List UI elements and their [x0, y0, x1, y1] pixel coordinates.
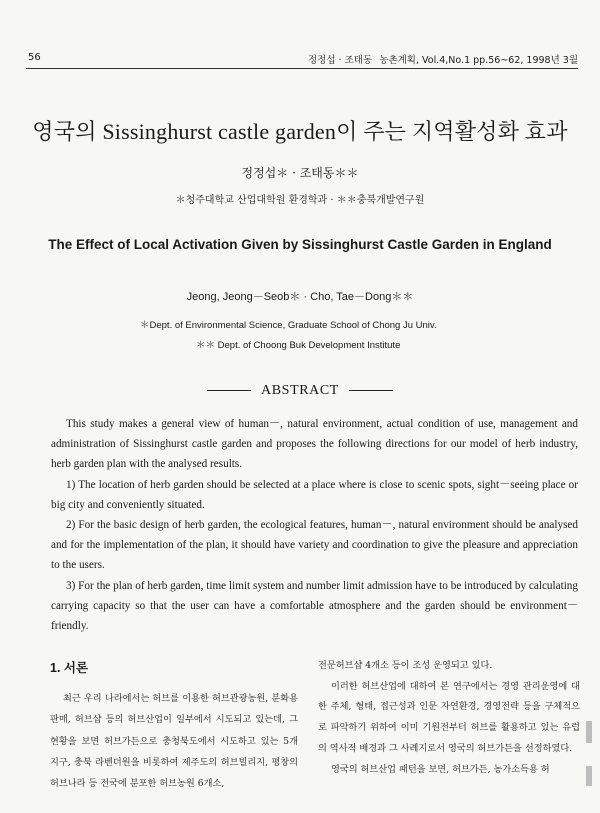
korean-title: 영국의 Sissinghurst castle garden이 주는 지역활성화 효과	[32, 119, 568, 144]
body-paragraph: 전문허브샵 4개소 등이 조성 운영되고 있다.	[318, 660, 493, 671]
running-header	[28, 52, 578, 66]
abstract-heading-text: ABSTRACT	[261, 383, 339, 398]
scan-edge-mark	[586, 721, 592, 743]
header-rule	[26, 68, 578, 69]
page-number: 56	[28, 52, 41, 63]
body-column-left	[50, 688, 298, 794]
abstract-paragraph: 1) The location of herb garden should be selected at a place where is close to scenic spots, sight－seeing place or big city and conveniently situated.	[51, 478, 578, 511]
korean-affiliation: ＊청주대학교 산업대학원 환경학과 · ＊＊충북개발연구원	[175, 195, 425, 206]
abstract-body	[51, 414, 578, 636]
abstract-heading	[0, 383, 600, 399]
body-paragraph: 최근 우리 나라에서는 허브를 이용한 허브관광농원, 분화용 판매, 허브샵 등의 허브산업이 일부에서 시도되고 있는데, 그 현황을 보면 허브가든으로 충청북도에서 시도하고 있는 5개 지구, 충북 라벤더원을 비롯하여 제주도의 허브빌리지, 평창의 허브나라 등 전국에 분포한 허브농원 6개소,	[50, 693, 298, 790]
korean-authors: 정정섭＊ · 조태동＊＊	[241, 166, 359, 180]
abstract-paragraph: 3) For the plan of herb garden, time limit system and number limit admission have to be introduced by calculating carrying capacity so that the user can have a comfortable atmosphere and the garden should be environment－friendly.	[51, 579, 578, 633]
english-affiliation-1: ＊Dept. of Environmental Science, Graduate School of Chong Ju Univ.	[140, 320, 437, 331]
heading-rule-right	[349, 390, 393, 391]
english-affiliation-2: ＊＊ Dept. of Choong Buk Development Institute	[196, 340, 401, 351]
running-authors: 정정섭 · 조태동	[308, 55, 373, 66]
section-heading: 1. 서론	[50, 661, 89, 675]
abstract-paragraph: This study makes a general view of human－, natural environment, actual condition of use, management and administration of Sissinghurst castle garden and proposes the following directions for our model of herb industry, herb garden plan with the analysed results.	[51, 418, 578, 471]
heading-rule-left	[207, 390, 251, 391]
journal-citation: 농촌계획, Vol.4,No.1 pp.56~62, 1998년 3월	[379, 55, 578, 66]
body-column-right	[318, 656, 580, 780]
scan-edge-mark	[586, 766, 592, 786]
body-paragraph: 영국의 허브산업 패턴을 보면, 허브가든, 농가소득용 허	[331, 763, 550, 775]
body-paragraph: 이러한 허브산업에 대하여 본 연구에서는 경영 관리운영에 대한 주체, 형태, 접근성과 인문 자연환경, 경영전략 등을 구체적으로 파악하기 위하여 이미 기원전부터 허브를 활용하고 있는 유럽의 역사적 배경과 그 사례지로서 영국의 허브가든을 선정하였다.	[318, 680, 580, 754]
english-title: The Effect of Local Activation Given by Sissinghurst Castle Garden in England	[48, 237, 552, 252]
english-authors: Jeong, Jeong－Seob＊ · Cho, Tae－Dong＊＊	[186, 291, 414, 303]
abstract-paragraph: 2) For the basic design of herb garden, the ecological features, human－, natural environment should be analysed and for the implementation of the plan, it should have variety and coordination to give the pleasure and appreciation to the users.	[51, 519, 578, 572]
